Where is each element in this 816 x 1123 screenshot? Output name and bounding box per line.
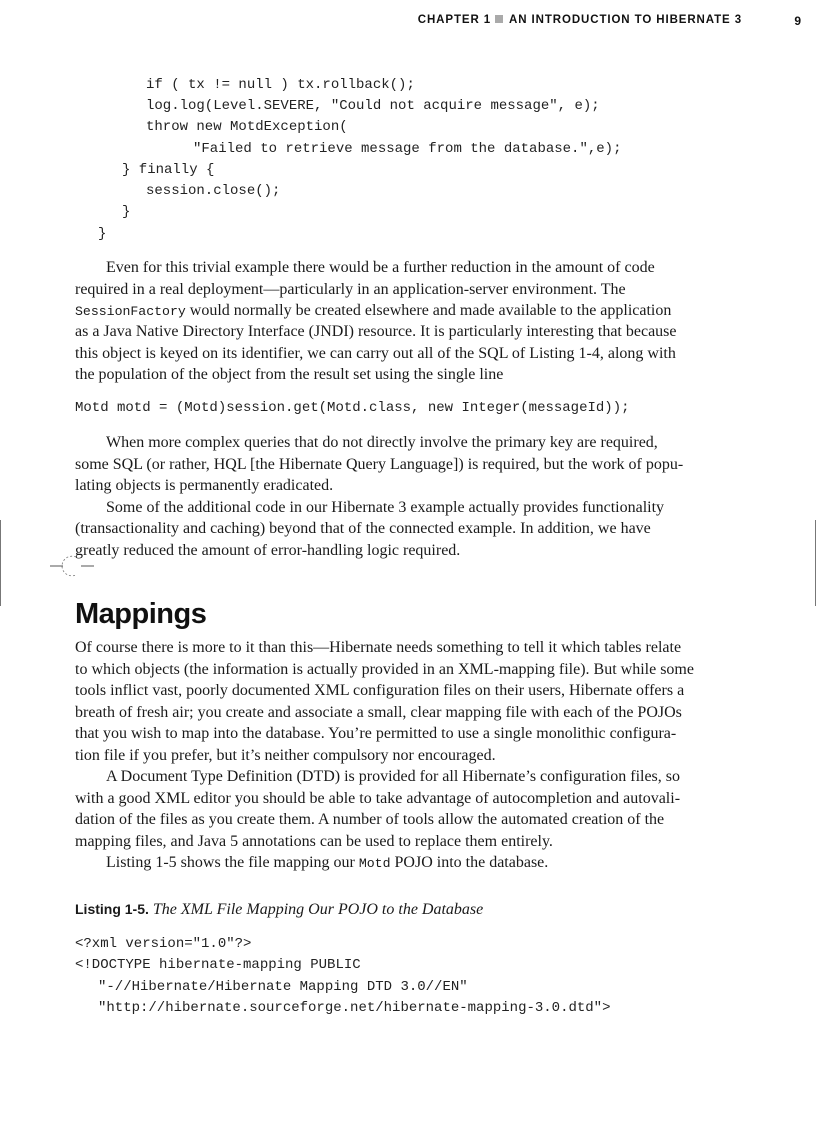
text-line: Of course there is more to it than this—Hibernate needs something to tell it which tables relate [75,639,682,656]
text-line: that you wish to map into the database. You’re permitted to use a single monolithic configura- [75,725,677,742]
text-line: with a good XML editor you should be able to take advantage of autocompletion and autovali- [75,790,681,807]
text-line [75,300,671,322]
code-line: log.log(Level.SEVERE, "Could not acquire message", e); [146,98,600,114]
code-line: "-//Hibernate/Hibernate Mapping DTD 3.0//EN" [98,979,468,995]
header-separator-square [495,15,503,23]
chapter-title: AN INTRODUCTION TO HIBERNATE 3 [509,14,742,26]
text-line: lating objects is permanently eradicated. [75,477,334,494]
code-line: <?xml version="1.0"?> [75,936,252,952]
code-line: } [122,204,131,220]
text-line: mapping files, and Java 5 annotations can be used to replace them entirely. [75,833,553,850]
text-line: to which objects (the information is actually provided in an XML-mapping file). But while some [75,661,694,678]
code-line: session.close(); [146,183,281,199]
page-number: 9 [794,14,802,28]
section-heading: Mappings [75,598,207,630]
text-span: would normally be created elsewhere and made available to the application [185,302,672,319]
code-line-session-get: Motd motd = (Motd)session.get(Motd.class, new Integer(messageId)); [75,400,630,416]
code-line: "Failed to retrieve message from the database.",e); [193,141,622,157]
listing-title: The XML File Mapping Our POJO to the Database [152,901,484,918]
text-line: Even for this trivial example there would be a further reduction in the amount of code [106,259,655,276]
text-line: this object is keyed on its identifier, we can carry out all of the SQL of Listing 1-4, along with [75,345,676,362]
crop-mark-left [0,520,1,606]
code-line: if ( tx != null ) tx.rollback(); [146,77,415,93]
text-line: tools inflict vast, poorly documented XML configuration files on their users, Hibernate offers a [75,682,685,699]
text-span: POJO into the database. [390,854,549,871]
text-line: Some of the additional code in our Hibernate 3 example actually provides functionality [106,499,665,516]
listing-caption [75,899,483,920]
text-line: dation of the files as you create them. A number of tools allow the automated creation of the [75,811,665,828]
code-line: } [98,226,107,242]
text-line: tion file if you prefer, but it’s neither compulsory nor encouraged. [75,747,496,764]
listing-label: Listing 1-5. [75,901,149,917]
chapter-heading [418,14,742,26]
text-span: Listing 1-5 shows the file mapping our [106,854,359,871]
chapter-label: CHAPTER 1 [417,14,492,26]
text-line: the population of the object from the result set using the single line [75,366,504,383]
text-line: breath of fresh air; you create and associate a small, clear mapping file with each of the POJOs [75,704,682,721]
text-line: greatly reduced the amount of error-handling logic required. [75,542,461,559]
inline-code: Motd [358,856,391,871]
text-line: (transactionality and caching) beyond that of the connected example. In addition, we have [75,520,651,537]
text-line: required in a real deployment—particularly in an application-server environment. The [75,281,626,298]
text-line: some SQL (or rather, HQL [the Hibernate Query Language]) is required, but the work of popu- [75,456,684,473]
text-line: as a Java Native Directory Interface (JNDI) resource. It is particularly interesting that because [75,323,677,340]
text-line [106,852,548,874]
code-line: } finally { [122,162,215,178]
text-line: A Document Type Definition (DTD) is provided for all Hibernate’s configuration files, so [106,768,681,785]
code-line: throw new MotdException( [146,119,348,135]
inline-code: SessionFactory [75,304,186,319]
running-header [0,12,816,30]
text-line: When more complex queries that do not directly involve the primary key are required, [106,434,658,451]
code-line: <!DOCTYPE hibernate-mapping PUBLIC [75,957,361,973]
registration-mark-icon [48,554,96,578]
code-line: "http://hibernate.sourceforge.net/hibernate-mapping-3.0.dtd"> [98,1000,611,1016]
